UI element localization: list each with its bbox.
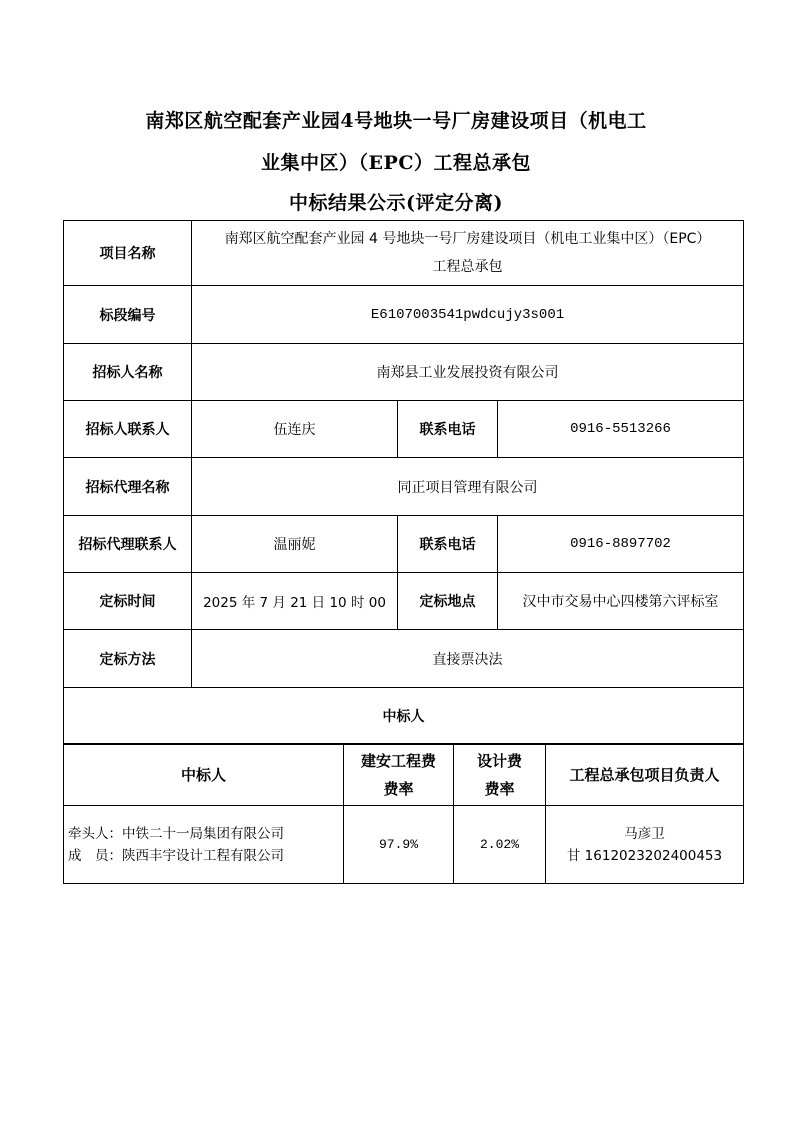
construction-rate-header-line-1: 建安工程费 [360,751,436,770]
tenderer-phone-value: 0916-5513266 [498,401,744,458]
row-decision-time [64,573,744,630]
decision-place-value: 汉中市交易中心四楼第六评标室 [498,573,744,630]
design-rate-value: 2.02% [454,806,546,884]
row-agent [64,458,744,516]
project-name-line-1: 南郑区航空配套产业园 4 号地块一号厂房建设项目（机电工业集中区）（EPC） [224,231,711,247]
agent-value: 同正项目管理有限公司 [192,458,744,516]
row-tenderer-contact [64,401,744,458]
agent-contact-value: 温丽妮 [192,516,398,573]
agent-phone-label: 联系电话 [398,516,498,573]
col-manager-header: 工程总承包项目负责人 [546,744,744,806]
decision-method-value: 直接票决法 [192,630,744,688]
decision-time-value: 2025 年 7 月 21 日 10 时 00 [192,573,398,630]
section-no-value: E6107003541pwdcujy3s001 [192,286,744,344]
winner-section-title: 中标人 [64,688,744,745]
project-name-label: 项目名称 [64,221,192,286]
document-subtitle: 中标结果公示(评定分离) [289,192,503,214]
manager-name: 马彦卫 [624,825,665,842]
section-no-label: 标段编号 [64,286,192,344]
row-section-no [64,286,744,344]
row-project-name [64,221,744,286]
document-title-line-2: 业集中区）（EPC）工程总承包 [261,152,531,174]
winner-lead: 牵头人：中铁二十一局集团有限公司 [68,825,284,842]
agent-phone-value: 0916-8897702 [498,516,744,573]
decision-method-label: 定标方法 [64,630,192,688]
manager-cert: 甘 1612023202400453 [566,847,723,864]
construction-rate-value: 97.9% [344,806,454,884]
project-name-value [192,221,744,286]
col-construction-rate-header [344,744,454,806]
winner-member: 成 员：陕西丰宇设计工程有限公司 [68,847,284,864]
tenderer-contact-label: 招标人联系人 [64,401,192,458]
winner-table [63,743,744,884]
row-agent-contact [64,516,744,573]
tenderer-contact-value: 伍连庆 [192,401,398,458]
agent-contact-label: 招标代理联系人 [64,516,192,573]
row-tenderer [64,344,744,401]
tenderer-label: 招标人名称 [64,344,192,401]
winner-names [64,806,344,884]
row-winner-section-title [64,688,744,745]
decision-place-label: 定标地点 [398,573,498,630]
manager-cell [546,806,744,884]
project-name-line-2: 工程总承包 [432,259,503,275]
bid-info-table [63,220,744,745]
tenderer-value: 南郑县工业发展投资有限公司 [192,344,744,401]
design-rate-header-line-1: 设计费 [476,751,522,770]
col-design-rate-header [454,744,546,806]
winner-header-row [64,744,744,806]
row-decision-method [64,630,744,688]
construction-rate-header-line-2: 费率 [383,779,414,798]
design-rate-header-line-2: 费率 [484,779,515,798]
document-title-line-1: 南郑区航空配套产业园4号地块一号厂房建设项目（机电工 [145,110,647,132]
col-winner-header: 中标人 [64,744,344,806]
winner-row [64,806,744,884]
agent-label: 招标代理名称 [64,458,192,516]
tenderer-phone-label: 联系电话 [398,401,498,458]
decision-time-label: 定标时间 [64,573,192,630]
